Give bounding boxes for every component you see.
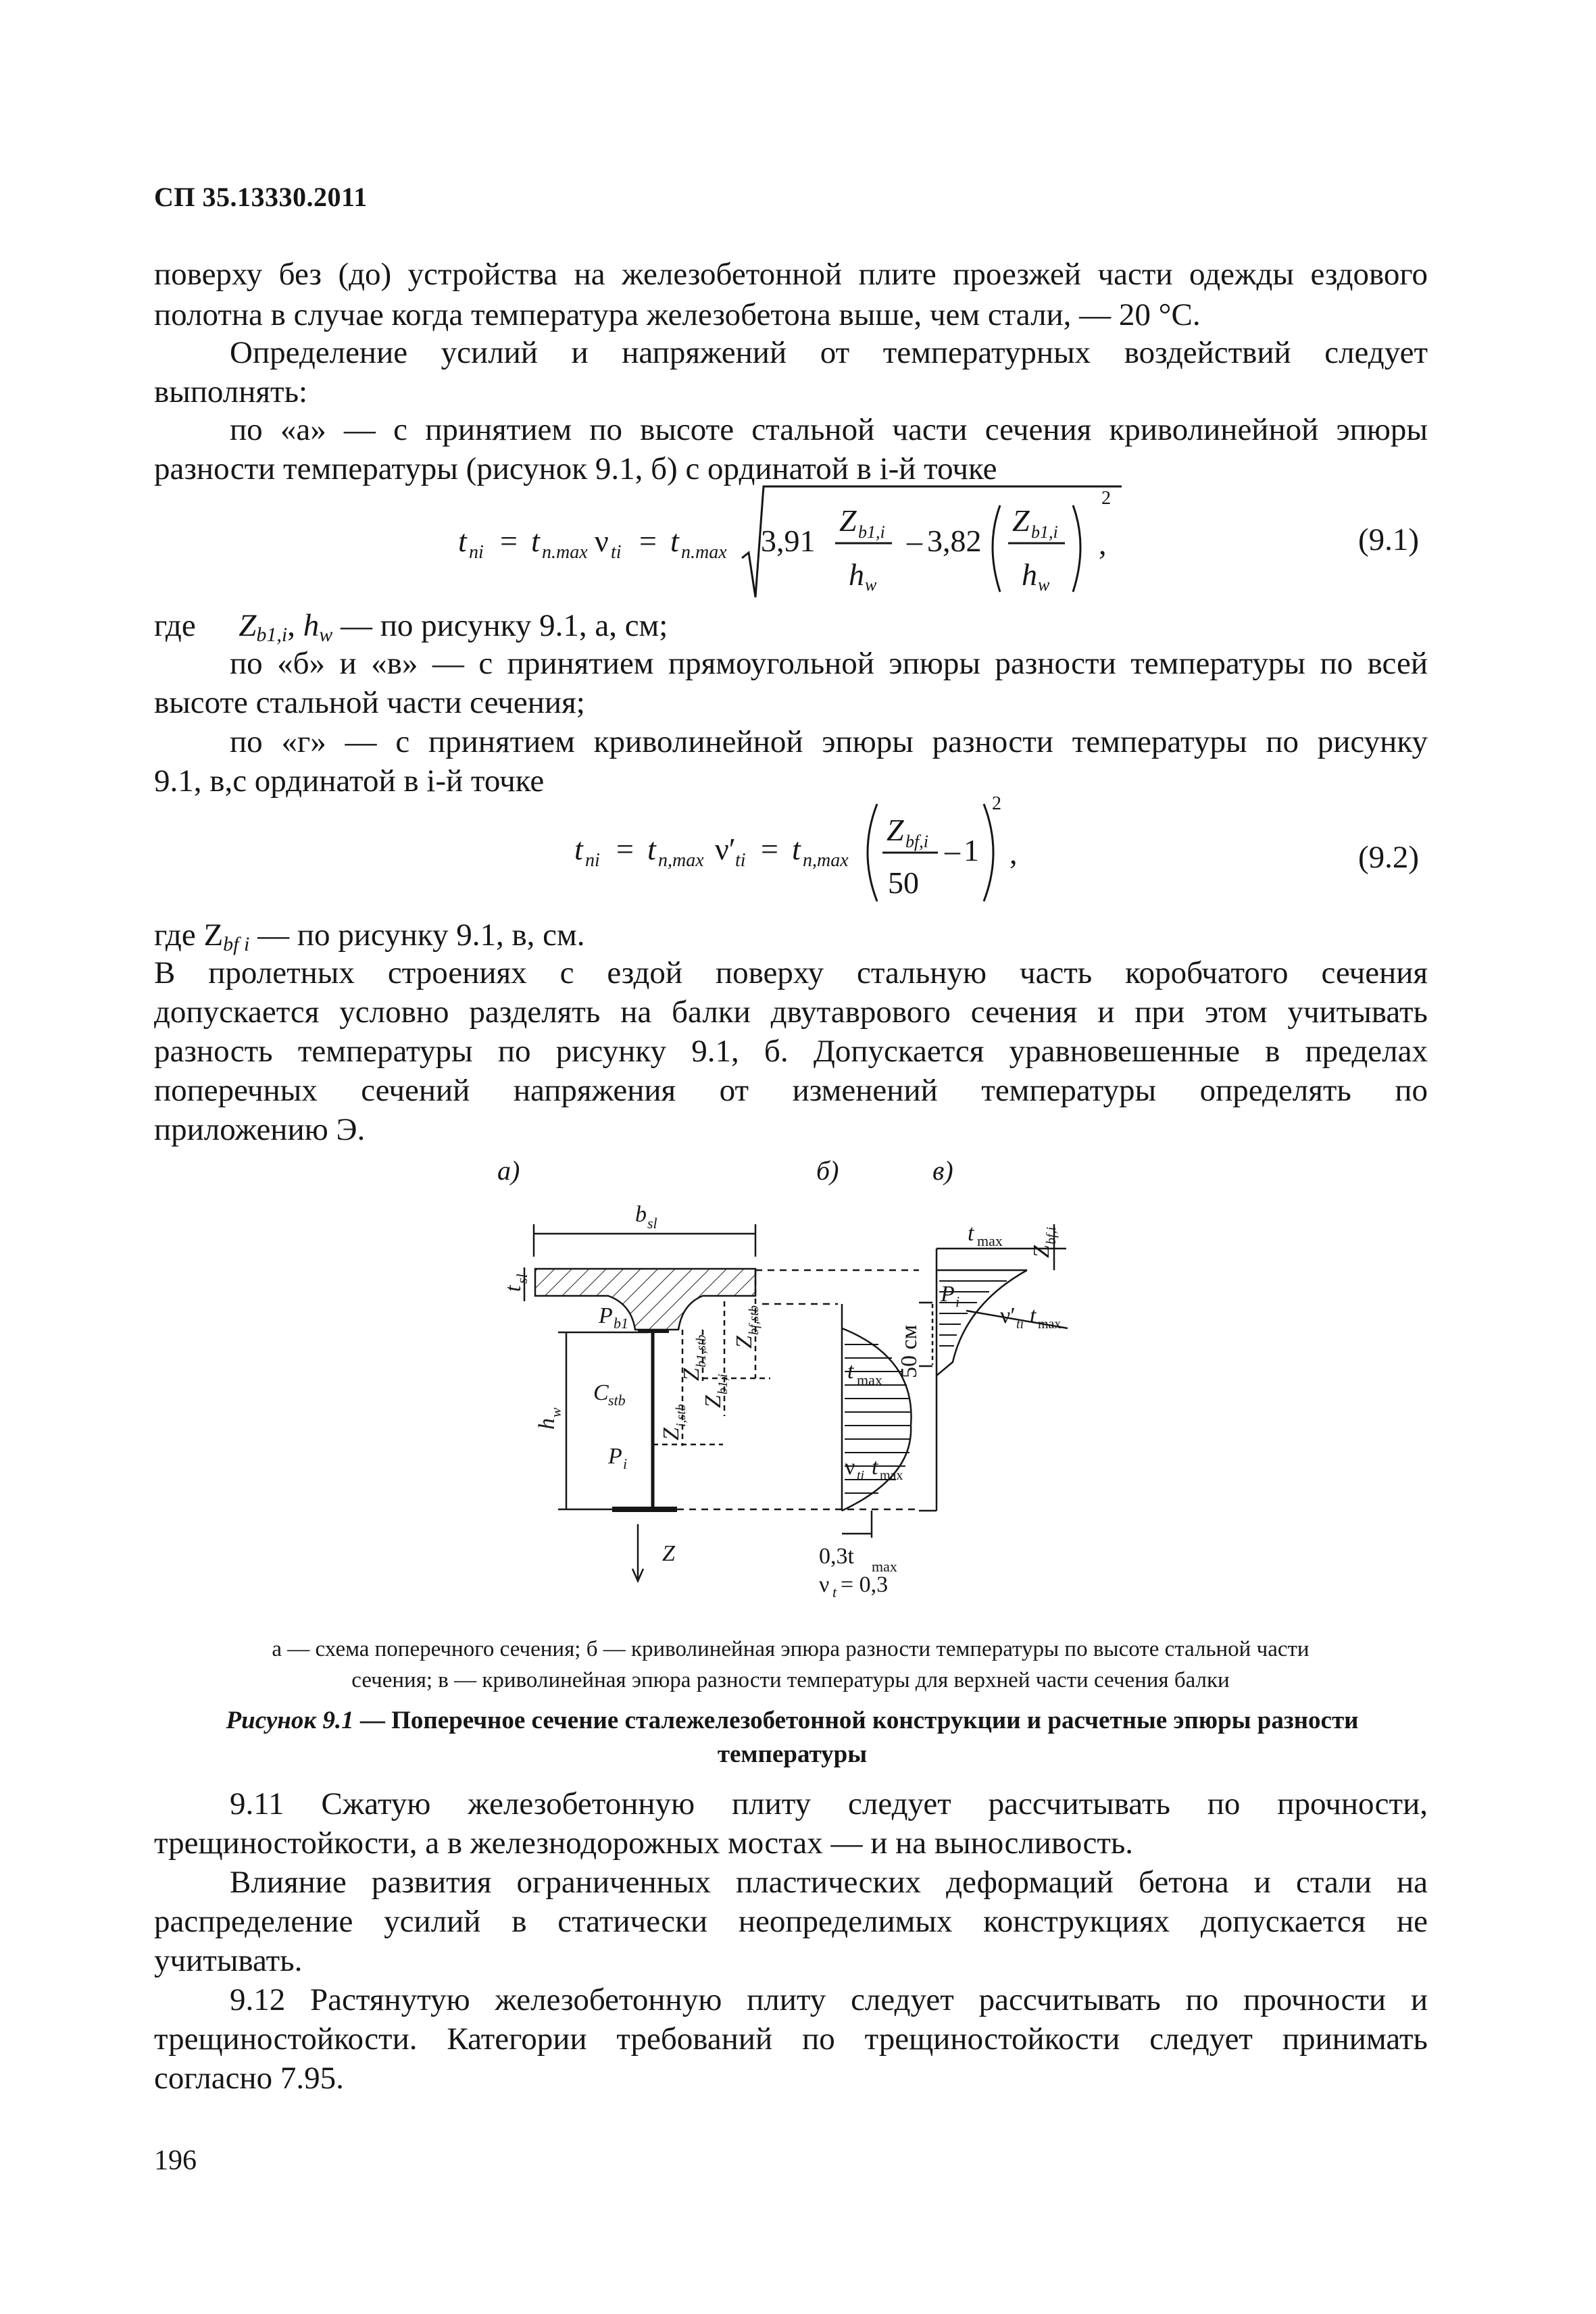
f1-minus: – bbox=[907, 524, 922, 558]
label-cstb: C bbox=[593, 1380, 609, 1405]
paragraph-line: согласно 7.95. bbox=[154, 2061, 344, 2096]
label-bottom1: 0,3t bbox=[819, 1544, 854, 1569]
label-pb1-sub: b1 bbox=[614, 1315, 628, 1332]
label-z-axis: Z bbox=[662, 1541, 675, 1566]
f1-z2: Z bbox=[1012, 503, 1030, 538]
paragraph-line: Влияние развития ограниченных пластических деформаций бетона и стали на bbox=[230, 1865, 1428, 1900]
paragraph-line: высоте стальной части сечения; bbox=[154, 685, 585, 720]
f1-t2: t bbox=[531, 524, 540, 558]
f2-comma: , bbox=[1009, 836, 1018, 870]
where-word: где bbox=[154, 608, 196, 643]
f2-t3: t bbox=[792, 832, 801, 866]
symbol-h: h bbox=[303, 608, 320, 643]
f2-paren-right bbox=[984, 804, 993, 901]
figure-9-1 bbox=[0, 1149, 1596, 1621]
paragraph-line: поперечных сечений напряжения от изменений температуры определять по bbox=[154, 1073, 1428, 1108]
label-50cm: 50 см bbox=[897, 1324, 922, 1378]
paragraph-line: трещиностойкости, а в железнодорожных мостах — и на выносливость. bbox=[154, 1826, 1134, 1861]
figure-caption bbox=[155, 1704, 1429, 1771]
label-pi-sub: i bbox=[623, 1455, 628, 1472]
symbol-sep: , bbox=[287, 608, 295, 643]
f1-hsub2: w bbox=[1038, 575, 1050, 595]
f2-sub-ti: ti bbox=[735, 850, 746, 871]
paragraph-line: разности температуры (рисунок 9.1, б) с ординатой в i-й точке bbox=[154, 451, 997, 486]
label-tsl-sub: sl bbox=[514, 1274, 530, 1284]
f1-sub-nmax2: n.max bbox=[681, 542, 727, 563]
legend-line: сечения; в — криволинейная эпюра разности температуры для верхней части сечения балки bbox=[351, 1668, 1230, 1692]
f2-nu: ν′ bbox=[715, 832, 736, 866]
label-nu-c: ν′ bbox=[1000, 1303, 1016, 1328]
f1-t: t bbox=[458, 524, 467, 558]
f1-h: h bbox=[849, 557, 864, 592]
f1-eq2: = bbox=[639, 524, 657, 558]
f1-paren-right bbox=[1073, 505, 1080, 592]
f1-t3: t bbox=[670, 524, 679, 558]
label-tmax-c-sub: max bbox=[977, 1232, 1003, 1249]
concrete-slab bbox=[535, 1269, 755, 1330]
label-nu-c-t-sub: max bbox=[1038, 1317, 1062, 1332]
paragraph-line: учитывать. bbox=[154, 1943, 303, 1978]
f1-sub-nmax: n.max bbox=[542, 542, 588, 563]
legend-line: а — схема поперечного сечения; б — криволинейная эпюра разности температуры по высоте стальной части bbox=[272, 1637, 1310, 1661]
f1-paren-left bbox=[993, 505, 1000, 592]
label-zbfi: Z bbox=[1029, 1245, 1054, 1258]
f2-pow: 2 bbox=[992, 793, 1001, 814]
f2-den: 50 bbox=[888, 865, 919, 900]
where-definition: — по рисунку 9.1, а, см; bbox=[340, 608, 668, 643]
label-hw-sub: w bbox=[547, 1407, 564, 1417]
caption-title: — Поперечное сечение сталежелезобетонной конструкции и расчетные эпюры разности bbox=[353, 1707, 1359, 1734]
standard-code-header: СП 35.13330.2011 bbox=[154, 182, 368, 212]
f1-eq: = bbox=[500, 524, 518, 558]
symbol-h-sub: w bbox=[319, 624, 333, 646]
f1-comma: , bbox=[1099, 526, 1107, 561]
label-hw: h bbox=[534, 1418, 559, 1430]
fig-label-a: а) bbox=[497, 1155, 520, 1186]
paragraph-line: 9.11 Сжатую железобетонную плиту следует рассчитывать по прочности, bbox=[230, 1786, 1428, 1821]
label-tmax-b: t bbox=[847, 1359, 854, 1384]
f1-z: Z bbox=[839, 503, 857, 538]
f1-pow: 2 bbox=[1101, 488, 1111, 509]
where-definition: — по рисунку 9.1, в, см. bbox=[257, 917, 585, 953]
label-pb1: P bbox=[599, 1303, 613, 1328]
figure-legend bbox=[196, 1634, 1385, 1696]
f2-zsub: bf,i bbox=[905, 832, 928, 851]
where-word: где Z bbox=[154, 917, 224, 953]
label-tmax-c: t bbox=[968, 1221, 974, 1246]
f2-minus: – bbox=[945, 833, 960, 867]
label-zb1i: Z bbox=[701, 1395, 726, 1408]
label-nu-b-sub: ti bbox=[857, 1468, 865, 1483]
paragraph-line: поверху без (до) устройства на железобетонной плите проезжей части одежды ездового bbox=[154, 257, 1428, 292]
equation-number: (9.1) bbox=[1358, 522, 1420, 557]
f2-sub-nmax: n,max bbox=[658, 850, 704, 871]
paragraph-line: распределение усилий в статически неопределимых конструкциях допускается не bbox=[154, 1904, 1428, 1939]
label-pi: P bbox=[608, 1444, 622, 1469]
paragraph-line: 9.12 Растянутую железобетонную плиту следует рассчитывать по прочности и bbox=[230, 1982, 1428, 2017]
label-bottom2: ν bbox=[819, 1572, 830, 1597]
label-cstb-sub: stb bbox=[608, 1392, 626, 1409]
f1-c1: 3,91 bbox=[761, 524, 816, 558]
f1-c2: 3,82 bbox=[927, 524, 982, 558]
f2-eq: = bbox=[616, 832, 634, 866]
f1-hsub: w bbox=[865, 575, 877, 595]
label-bottom1-sub: max bbox=[872, 1558, 897, 1575]
paragraph-line: В пролетных строениях с ездой поверху стальную часть коробчатого сечения bbox=[154, 955, 1428, 990]
label-nu-b-t: t bbox=[872, 1455, 878, 1480]
label-zbfstb-sub: bf,stb bbox=[747, 1305, 762, 1335]
f2-sub-ni: ni bbox=[585, 850, 600, 871]
formula-9-1 bbox=[446, 478, 1128, 607]
label-zb1stb-sub: b1,stb bbox=[694, 1334, 709, 1367]
label-pi-c: P bbox=[941, 1282, 955, 1307]
page-number: 196 bbox=[154, 2145, 197, 2176]
symbol-z-sub: bf i bbox=[223, 933, 250, 955]
paragraph-line: 9.1, в,с ординатой в i-й точке bbox=[154, 763, 545, 799]
f1-zsub2: b1,i bbox=[1031, 522, 1058, 542]
label-nu-b: ν bbox=[845, 1455, 855, 1480]
label-bottom2-sub: t bbox=[832, 1584, 837, 1601]
f1-sub-ti: ti bbox=[611, 542, 622, 563]
paragraph-line: по «а» — с принятием по высоте стальной части сечения криволинейной эпюры bbox=[230, 412, 1428, 447]
paragraph-line: допускается условно разделять на балки двутаврового сечения и при этом учитывать bbox=[154, 995, 1428, 1030]
caption-figure-number: Рисунок 9.1 bbox=[226, 1707, 354, 1734]
formula-9-2-tail bbox=[977, 789, 1031, 911]
label-pi-c-sub: i bbox=[955, 1293, 960, 1310]
label-zb1stb: Z bbox=[679, 1368, 704, 1381]
f2-t2: t bbox=[647, 832, 656, 866]
f2-z: Z bbox=[887, 813, 904, 847]
symbol-z-sub: b1,i bbox=[256, 624, 288, 646]
label-zistb: Z bbox=[659, 1428, 684, 1440]
f2-eq2: = bbox=[761, 832, 778, 866]
f1-nu: ν bbox=[595, 524, 609, 558]
f1-h2: h bbox=[1022, 557, 1037, 592]
f2-paren-left bbox=[868, 804, 877, 901]
paragraph-line: выполнять: bbox=[154, 374, 308, 409]
paragraph-line: разность температуры по рисунку 9.1, б. Допускается уравновешенные в пределах bbox=[154, 1034, 1428, 1069]
fig-label-b: б) bbox=[816, 1155, 839, 1186]
f2-one: 1 bbox=[964, 833, 979, 867]
paragraph-line: по «б» и «в» — с принятием прямоугольной эпюры разности температуры по всей bbox=[230, 646, 1428, 681]
label-zbfi-sub: bf,i bbox=[1044, 1226, 1059, 1244]
label-bsl: b bbox=[635, 1202, 647, 1227]
label-zbfstb: Z bbox=[732, 1336, 757, 1349]
label-zb1i-sub: b1,i bbox=[716, 1374, 730, 1394]
label-nu-b-t-sub: max bbox=[880, 1468, 903, 1483]
paragraph-line: по «г» — с принятием криволинейной эпюры разности температуры по рисунку bbox=[230, 724, 1428, 759]
label-bottom2-val: = 0,3 bbox=[841, 1572, 889, 1597]
label-zistb-sub: i,stb bbox=[674, 1404, 689, 1427]
paragraph-line: трещиностойкости. Категории требований по трещиностойкости следует принимать bbox=[154, 2021, 1428, 2057]
label-tmax-b-sub: max bbox=[857, 1372, 882, 1388]
caption-title-line2: температуры bbox=[717, 1740, 868, 1768]
paragraph-line: приложению Э. bbox=[154, 1112, 366, 1147]
label-bsl-sub: sl bbox=[647, 1215, 657, 1232]
paragraph-line: полотна в случае когда температура железобетона выше, чем стали, — 20 °С. bbox=[154, 297, 1201, 332]
label-nu-c-sub: ti bbox=[1016, 1317, 1024, 1332]
label-tsl: t bbox=[501, 1285, 526, 1292]
fig-label-c: в) bbox=[932, 1155, 953, 1186]
f1-sub-ni: ni bbox=[469, 542, 484, 563]
paragraph-line: Определение усилий и напряжений от температурных воздействий следует bbox=[230, 335, 1428, 370]
symbol-z: Z bbox=[239, 608, 257, 643]
f2-sub-nmax2: n,max bbox=[803, 850, 849, 871]
f1-zsub: b1,i bbox=[858, 522, 885, 542]
equation-number: (9.2) bbox=[1358, 840, 1420, 875]
label-nu-c-t: t bbox=[1030, 1303, 1037, 1328]
f2-t: t bbox=[574, 832, 583, 866]
formula-9-2 bbox=[565, 789, 984, 911]
